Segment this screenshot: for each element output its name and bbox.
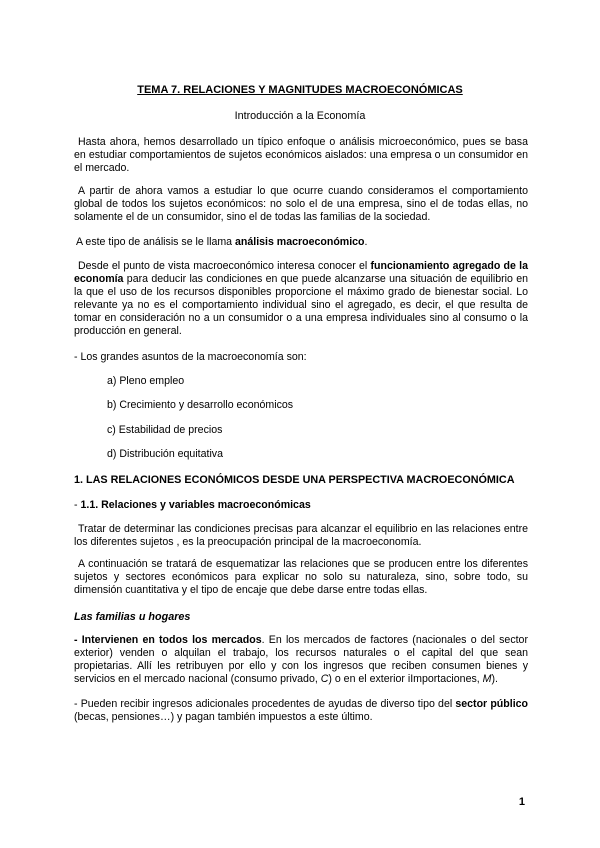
document-title: TEMA 7. RELACIONES Y MAGNITUDES MACROECONÓMICAS	[137, 84, 463, 96]
term-macro-analysis: análisis macroeconómico	[235, 236, 365, 248]
section-heading-1-1: - 1.1. Relaciones y variables macroeconómicas	[74, 499, 311, 511]
paragraph-intro: Hasta ahora, hemos desarrollado un típico enfoque o análisis microeconómico, pues se basa en estudiar comportamientos de sujetos económicos aislados: una empresa o un consumidor en el mercado.	[74, 136, 528, 174]
paragraph-equilibrium: Tratar de determinar las condiciones precisas para alcanzar el equilibrio en las relaciones entre los diferentes sujetos , es la preocupación principal de la macroeconomía.	[74, 523, 528, 548]
term-markets: - Intervienen en todos los mercados	[74, 634, 262, 646]
paragraph-public-sector: - Pueden recibir ingresos adicionales procedentes de ayudas de diverso tipo del sector público (becas, pensiones…) y pagan también impuestos a este último.	[74, 698, 529, 723]
paragraph-topics-intro: - Los grandes asuntos de la macroeconomía son:	[74, 351, 307, 363]
term-aggregate-functioning: funcionamiento agregado de la economía	[74, 260, 528, 285]
paragraph-definition: A este tipo de análisis se le llama análisis macroeconómico.	[76, 236, 368, 248]
document-subtitle: Introducción a la Economía	[234, 110, 366, 122]
section-heading-1: 1. LAS RELACIONES ECONÓMICOS DESDE UNA PERSPECTIVA MACROECONÓMICA	[74, 474, 515, 486]
paragraph-macro-approach: A partir de ahora vamos a estudiar lo que ocurre cuando consideramos el comportamiento global de todos los sujetos económicos: no solo el de una empresa, sino el de todas ellas, no solamente el de un consumidor, sino el de todas las familias de la sociedad.	[74, 185, 528, 223]
paragraph-aggregate: Desde el punto de vista macroeconómico interesa conocer el funcionamiento agregado de la economía para deducir las condiciones en que puede alcanzarse una situación de equilibrio en la que el uso de los recursos disponibles proporcione el máximo grado de bienestar social. Lo relevante ya no es el comportamiento individual sino el agregado, es decir, el que resulta de tomar en consideración no a un consumidor o a una empresa individuales sino al consumo o la producción en general.	[74, 260, 528, 337]
page-number: 1	[518, 796, 525, 808]
list-item: d) Distribución equitativa	[107, 448, 223, 460]
subheading-households: Las familias u hogares	[74, 611, 191, 623]
paragraph-schema: A continuación se tratará de esquematizar las relaciones que se producen entre los diferentes sujetos y sectores económicos para explicar no solo su naturaleza, sino, sobre todo, su dimensión cuantitativa y el tipo de encaje que debe darse entre todas ellas.	[74, 558, 528, 596]
list-item: a) Pleno empleo	[107, 375, 185, 387]
list-item: c) Estabilidad de precios	[107, 424, 223, 436]
list-item: b) Crecimiento y desarrollo económicos	[107, 399, 294, 411]
term-public-sector: sector público	[455, 698, 529, 710]
paragraph-markets: - Intervienen en todos los mercados. En los mercados de factores (nacionales o del sector exterior) venden o alquilan el trabajo, los recursos naturales o el capital del que sean propietarias. Allí les retribuyen por ello y con los ingresos que reciben consumen bienes y servicios en el mercado nacional (consumo privado, C) o en el exterior iImportaciones, M).	[74, 634, 528, 685]
